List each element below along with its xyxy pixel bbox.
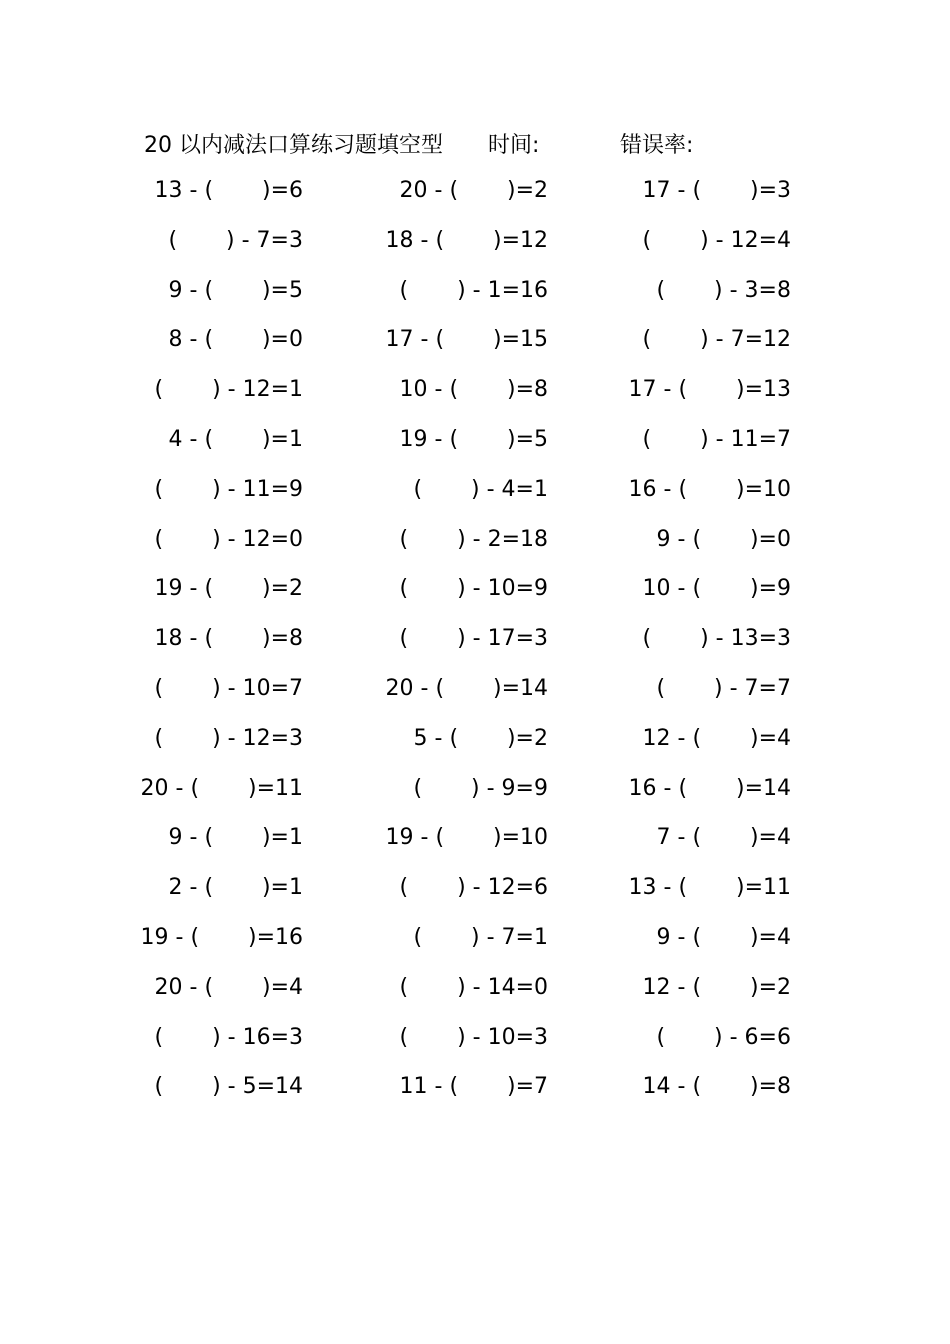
problem-cell: ( ) - 1=16 [399, 277, 548, 303]
problem-cell: 10 - ( )=8 [399, 377, 548, 403]
problem-cell: 8 - ( )=0 [168, 327, 303, 353]
problem-cell: ( ) - 6=6 [656, 1024, 791, 1050]
problem-cell: ( ) - 12=4 [642, 227, 791, 253]
problem-cell: 13 - ( )=11 [628, 875, 791, 901]
problem-cell: 16 - ( )=14 [628, 775, 791, 801]
problem-cell: 5 - ( )=2 [413, 725, 548, 751]
problem-row [0, 225, 950, 275]
problem-cell: 14 - ( )=8 [642, 1074, 791, 1100]
problem-cell: 20 - ( )=11 [140, 775, 303, 801]
problem-row [0, 324, 950, 374]
problem-cell: ( ) - 11=7 [642, 426, 791, 452]
problem-cell: ( ) - 10=7 [154, 675, 303, 701]
problem-cell: ( ) - 5=14 [154, 1074, 303, 1100]
problem-cell: 7 - ( )=4 [656, 825, 791, 851]
problem-cell: ( ) - 10=3 [399, 1024, 548, 1050]
problem-cell: 13 - ( )=6 [154, 178, 303, 203]
problem-cell: 17 - ( )=3 [642, 178, 791, 203]
problem-cell: 16 - ( )=10 [628, 476, 791, 502]
problem-cell: ( ) - 3=8 [656, 277, 791, 303]
time-label: 时间: [488, 133, 540, 158]
problem-cell: 18 - ( )=8 [154, 626, 303, 652]
problem-row [0, 175, 950, 225]
problem-cell: ( ) - 17=3 [399, 626, 548, 652]
problem-cell: 11 - ( )=7 [399, 1074, 548, 1100]
problem-row [0, 773, 950, 823]
problem-cell: 10 - ( )=9 [642, 576, 791, 602]
problem-row [0, 275, 950, 325]
problem-cell: 9 - ( )=1 [168, 825, 303, 851]
problem-cell: ( ) - 7=12 [642, 327, 791, 353]
problem-row [0, 723, 950, 773]
problem-cell: ( ) - 12=6 [399, 875, 548, 901]
problem-cell: 20 - ( )=2 [399, 178, 548, 203]
worksheet-title: 20 以内减法口算练习题填空型 [144, 133, 443, 158]
problem-row [0, 673, 950, 723]
problem-cell: 19 - ( )=16 [140, 924, 303, 950]
problem-row [0, 474, 950, 524]
problem-cell: ( ) - 10=9 [399, 576, 548, 602]
problem-cell: ( ) - 11=9 [154, 476, 303, 502]
problem-cell: 17 - ( )=13 [628, 377, 791, 403]
error-rate-label: 错误率: [620, 133, 694, 158]
problem-cell: 18 - ( )=12 [385, 227, 548, 253]
problem-cell: 9 - ( )=5 [168, 277, 303, 303]
problem-row [0, 822, 950, 872]
problem-cell: ( ) - 16=3 [154, 1024, 303, 1050]
problem-row [0, 972, 950, 1022]
problem-row [0, 922, 950, 972]
problem-row [0, 424, 950, 474]
problem-cell: 19 - ( )=10 [385, 825, 548, 851]
problem-cell: ( ) - 2=18 [399, 526, 548, 552]
problem-cell: ( ) - 7=3 [168, 227, 303, 253]
problem-cell: ( ) - 9=9 [413, 775, 548, 801]
problem-row [0, 1022, 950, 1072]
problem-cell: 12 - ( )=4 [642, 725, 791, 751]
problem-cell: 19 - ( )=2 [154, 576, 303, 602]
problem-cell: 9 - ( )=0 [656, 526, 791, 552]
problem-cell: ( ) - 14=0 [399, 974, 548, 1000]
problem-row [0, 1071, 950, 1121]
problem-grid [0, 175, 950, 1121]
problem-row [0, 573, 950, 623]
problem-cell: 19 - ( )=5 [399, 426, 548, 452]
problem-row [0, 623, 950, 673]
problem-cell: 9 - ( )=4 [656, 924, 791, 950]
problem-row [0, 374, 950, 424]
problem-cell: 20 - ( )=14 [385, 675, 548, 701]
problem-cell: 2 - ( )=1 [168, 875, 303, 901]
problem-cell: 17 - ( )=15 [385, 327, 548, 353]
problem-cell: ( ) - 7=7 [656, 675, 791, 701]
problem-cell: ( ) - 4=1 [413, 476, 548, 502]
problem-cell: ( ) - 12=0 [154, 526, 303, 552]
problem-cell: 4 - ( )=1 [168, 426, 303, 452]
problem-cell: 12 - ( )=2 [642, 974, 791, 1000]
problem-cell: ( ) - 7=1 [413, 924, 548, 950]
problem-row [0, 872, 950, 922]
problem-cell: ( ) - 12=3 [154, 725, 303, 751]
problem-cell: 20 - ( )=4 [154, 974, 303, 1000]
problem-row [0, 524, 950, 574]
problem-cell: ( ) - 13=3 [642, 626, 791, 652]
problem-cell: ( ) - 12=1 [154, 377, 303, 403]
